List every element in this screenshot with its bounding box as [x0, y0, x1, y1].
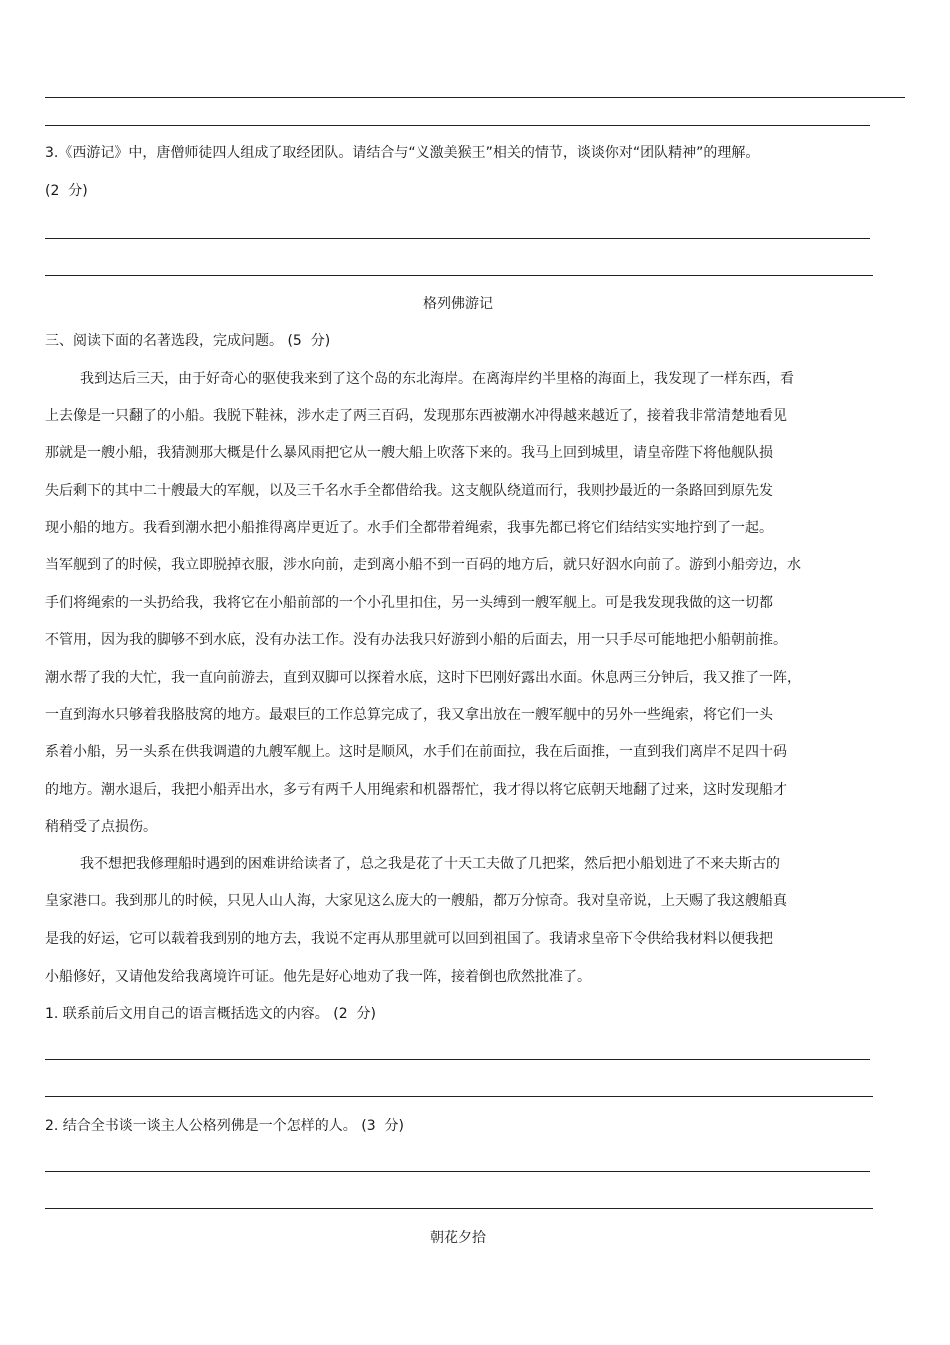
passage-line: 的地方。潮水退后，我把小船弄出水，多亏有两千人用绳索和机器帮忙，我才得以将它底朝天地翻了过来，这时发现船才 — [45, 782, 787, 798]
section-title-zhaohua: 朝花夕拾 — [430, 1230, 486, 1246]
answer-line — [45, 1096, 873, 1097]
passage-line: 手们将绳索的一头扔给我，我将它在小船前部的一个小孔里扣住，另一头缚到一艘军舰上。可是我发现我做的这一切都 — [45, 595, 773, 611]
passage-line: 是我的好运，它可以载着我到别的地方去，我说不定再从那里就可以回到祖国了。我请求皇帝下令供给我材料以便我把 — [45, 931, 773, 947]
passage-line: 小船修好，又请他发给我离境许可证。他先是好心地劝了我一阵，接着倒也欣然批准了。 — [45, 969, 591, 985]
answer-line — [45, 1171, 870, 1172]
passage-line: 现小船的地方。我看到潮水把小船推得离岸更近了。水手们全都带着绳索，我事先都已将它们结结实实地拧到了一起。 — [45, 520, 773, 536]
answer-line — [45, 1059, 870, 1060]
question-3-text: 3.《西游记》中，唐僧师徒四人组成了取经团队。请结合与“义激美猴王”相关的情节，谈谈你对“团队精神”的理解。 — [45, 145, 760, 161]
answer-line — [45, 125, 870, 126]
answer-line — [45, 97, 905, 98]
answer-line — [45, 1208, 873, 1209]
passage-line: 一直到海水只够着我胳肢窝的地方。最艰巨的工作总算完成了，我又拿出放在一艘军舰中的另外一些绳索，将它们一头 — [45, 707, 773, 723]
passage-line: 系着小船，另一头系在供我调遣的九艘军舰上。这时是顺风，水手们在前面拉，我在后面推，一直到我们离岸不足四十码 — [45, 744, 787, 760]
passage-line: 我不想把我修理船时遇到的困难讲给读者了，总之我是花了十天工夫做了几把桨，然后把小船划进了不来夫斯古的 — [80, 856, 780, 872]
question-1-text: 1. 联系前后文用自己的语言概括选文的内容。 (2 分) — [45, 1006, 376, 1022]
passage-line: 那就是一艘小船，我猜测那大概是什么暴风雨把它从一艘大船上吹落下来的。我马上回到城里，请皇帝陛下将他舰队损 — [45, 445, 773, 461]
section-title-gulliver: 格列佛游记 — [423, 296, 493, 312]
section-three-heading: 三、阅读下面的名著选段，完成问题。 (5 分) — [45, 333, 331, 349]
answer-line — [45, 275, 873, 276]
passage-line: 上去像是一只翻了的小船。我脱下鞋袜，涉水走了两三百码，发现那东西被潮水冲得越来越近了，接着我非常清楚地看见 — [45, 408, 787, 424]
passage-line: 稍稍受了点损伤。 — [45, 819, 157, 835]
answer-line — [45, 238, 870, 239]
passage-line: 我到达后三天，由于好奇心的驱使我来到了这个岛的东北海岸。在离海岸约半里格的海面上，我发现了一样东西，看 — [80, 371, 794, 387]
passage-line: 失后剩下的其中二十艘最大的军舰，以及三千名水手全都借给我。这支舰队绕道而行，我则抄最近的一条路回到原先发 — [45, 483, 773, 499]
passage-line: 潮水帮了我的大忙，我一直向前游去，直到双脚可以探着水底，这时下巴刚好露出水面。休息两三分钟后，我又推了一阵， — [45, 670, 801, 686]
passage-line: 皇家港口。我到那儿的时候，只见人山人海，大家见这么庞大的一艘船，都万分惊奇。我对皇帝说，上天赐了我这艘船真 — [45, 893, 787, 909]
question-3-score: (2 分) — [45, 183, 88, 199]
question-2-text: 2. 结合全书谈一谈主人公格列佛是一个怎样的人。 (3 分) — [45, 1118, 404, 1134]
passage-line: 当军舰到了的时候，我立即脱掉衣服，涉水向前，走到离小船不到一百码的地方后，就只好泅水向前了。游到小船旁边，水 — [45, 557, 801, 573]
passage-line: 不管用，因为我的脚够不到水底，没有办法工作。没有办法我只好游到小船的后面去，用一只手尽可能地把小船朝前推。 — [45, 632, 787, 648]
